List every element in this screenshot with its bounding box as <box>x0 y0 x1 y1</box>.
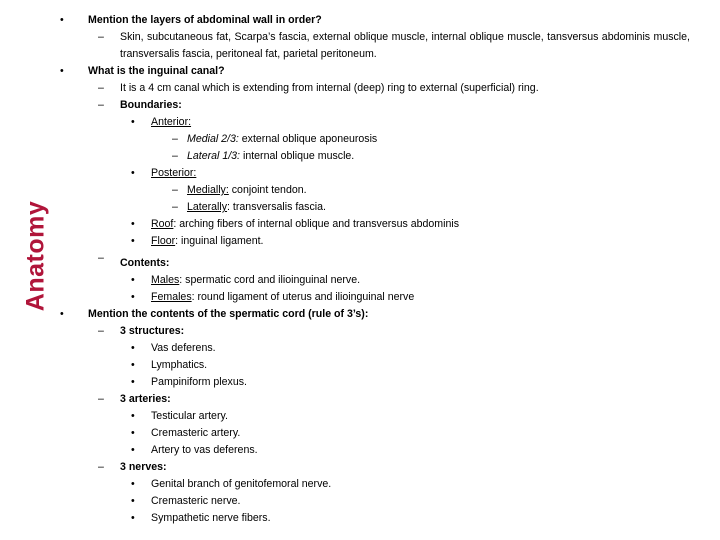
nerve-item: Genital branch of genitofemoral nerve. <box>151 478 332 490</box>
bullet: • <box>131 167 135 179</box>
bullet: • <box>60 14 64 26</box>
roof-item: Roof: arching fibers of internal oblique and transversus abdominis <box>151 218 459 230</box>
bullet: • <box>131 478 135 490</box>
anterior-lateral: Lateral 1/3: internal oblique muscle. <box>187 150 355 162</box>
bullet: • <box>131 495 135 507</box>
dash: – <box>98 393 104 405</box>
dash: – <box>172 133 178 145</box>
artery-item: Testicular artery. <box>151 410 228 422</box>
nerve-item: Sympathetic nerve fibers. <box>151 512 271 524</box>
dash: – <box>98 99 104 111</box>
dash: – <box>98 252 104 264</box>
bullet: • <box>131 359 135 371</box>
bullet: • <box>131 291 135 303</box>
bullet: • <box>131 376 135 388</box>
bullet: • <box>131 218 135 230</box>
structure-item: Vas deferens. <box>151 342 216 354</box>
question-3: Mention the contents of the spermatic cord (rule of 3’s): <box>88 308 369 320</box>
posterior-label: Posterior: <box>151 167 197 179</box>
bullet: • <box>131 512 135 524</box>
structure-item: Pampiniform plexus. <box>151 376 247 388</box>
bullet: • <box>131 116 135 128</box>
bullet: • <box>131 274 135 286</box>
bullet: • <box>131 427 135 439</box>
bullet: • <box>131 444 135 456</box>
question-1: Mention the layers of abdominal wall in order? <box>88 14 322 26</box>
nerves-label: 3 nerves: <box>120 461 167 473</box>
structure-item: Lymphatics. <box>151 359 208 371</box>
dash: – <box>172 184 178 196</box>
artery-item: Cremasteric artery. <box>151 427 241 439</box>
arteries-label: 3 arteries: <box>120 393 171 405</box>
nerve-item: Cremasteric nerve. <box>151 495 241 507</box>
dash: – <box>172 201 178 213</box>
anterior-medial: Medial 2/3: external oblique aponeurosis <box>187 133 378 145</box>
bullet: • <box>60 65 64 77</box>
boundaries-label: Boundaries: <box>120 99 182 111</box>
bullet: • <box>131 342 135 354</box>
dash: – <box>98 82 104 94</box>
artery-item: Artery to vas deferens. <box>151 444 258 456</box>
dash: – <box>98 325 104 337</box>
bullet: • <box>60 308 64 320</box>
posterior-medial: Medially: conjoint tendon. <box>187 184 307 196</box>
posterior-lateral: Laterally: transversalis fascia. <box>187 201 326 213</box>
answer-1: Skin, subcutaneous fat, Scarpa’s fascia, external oblique muscle, internal oblique muscle, tansversus abdominis muscle, transversalis fascia, peritoneal fat, parietal peritoneum. <box>120 31 690 60</box>
contents-label: Contents: <box>120 257 170 269</box>
question-2: What is the inguinal canal? <box>88 65 225 77</box>
canal-definition: It is a 4 cm canal which is extending from internal (deep) ring to external (superficial) ring. <box>120 82 539 94</box>
dash: – <box>98 461 104 473</box>
bullet: • <box>131 410 135 422</box>
bullet: • <box>131 235 135 247</box>
females-item: Females: round ligament of uterus and ilioinguinal nerve <box>151 291 415 303</box>
dash: – <box>172 150 178 162</box>
dash: – <box>98 31 104 43</box>
side-title: Anatomy <box>21 200 50 312</box>
anterior-label: Anterior: <box>151 116 192 128</box>
males-item: Males: spermatic cord and ilioinguinal nerve. <box>151 274 361 286</box>
structures-label: 3 structures: <box>120 325 185 337</box>
floor-item: Floor: inguinal ligament. <box>151 235 264 247</box>
